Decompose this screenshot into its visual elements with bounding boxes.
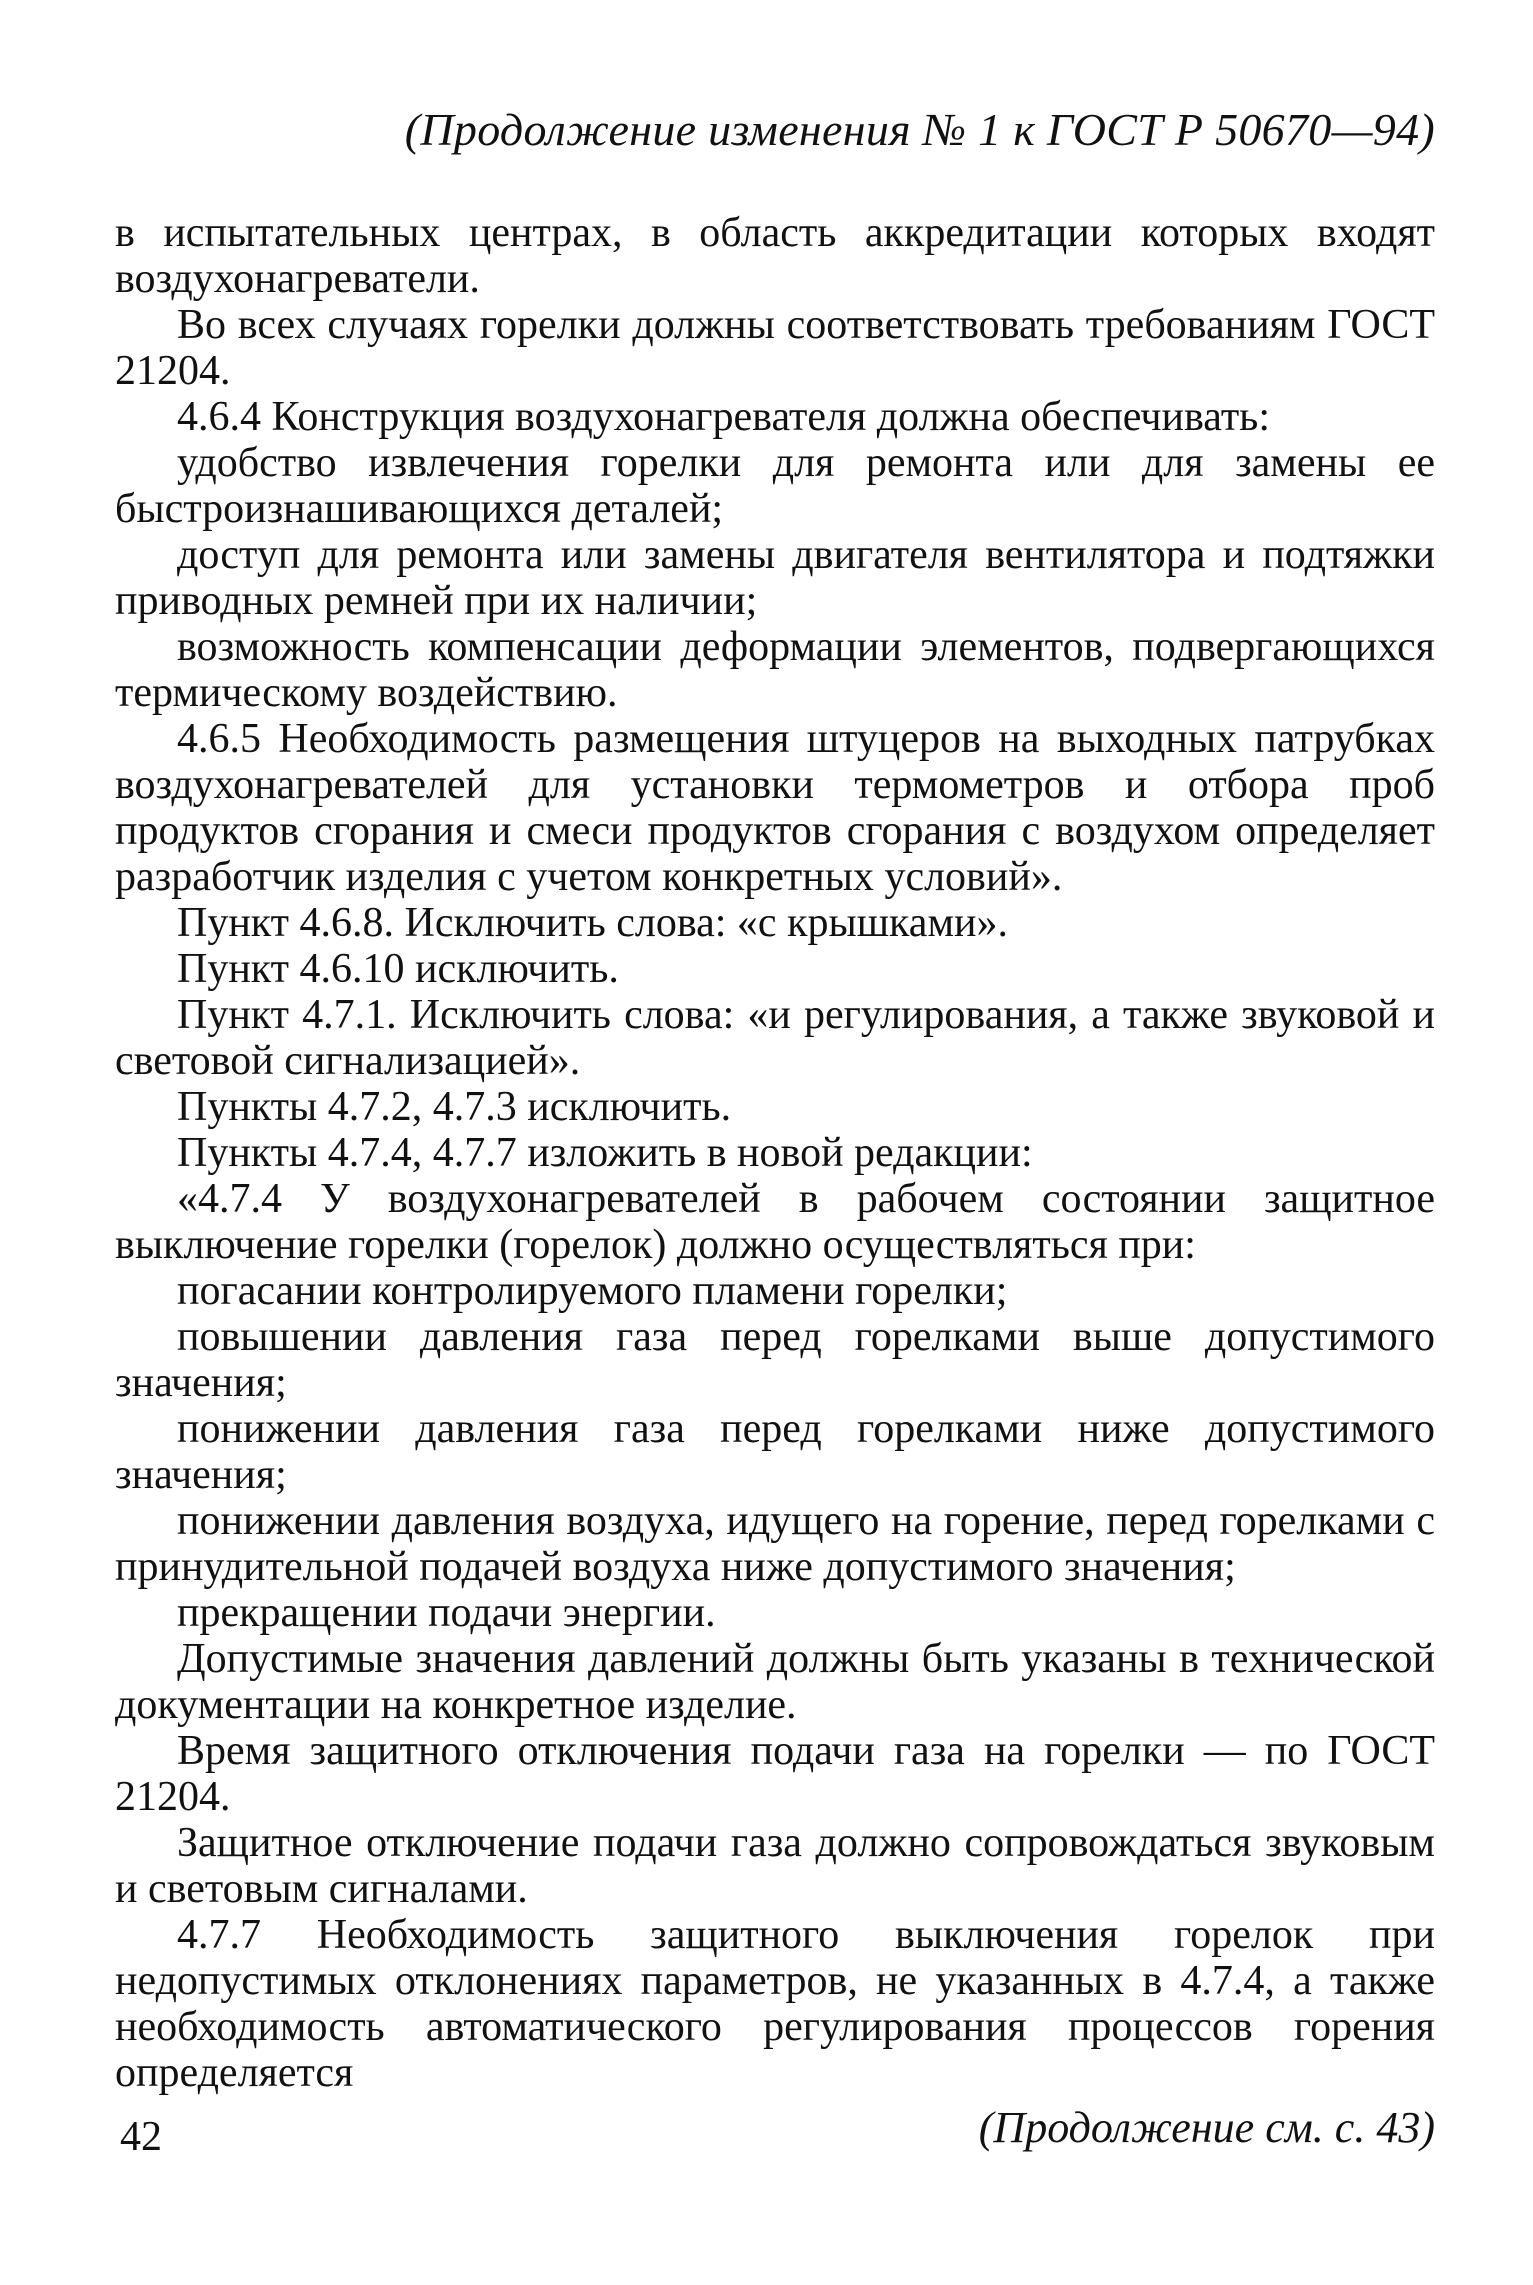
paragraph: возможность компенсации деформации элементов, подвергающихся термическому воздействию. (115, 624, 1435, 716)
paragraph: Пункт 4.7.1. Исключить слова: «и регулирования, а также звуковой и световой сигнализацией». (115, 992, 1435, 1084)
paragraph: Пункты 4.7.2, 4.7.3 исключить. (177, 1084, 732, 1130)
running-header: (Продолжение изменения № 1 к ГОСТ Р 50670—94) (404, 104, 1435, 155)
paragraph: Допустимые значения давлений должны быть указаны в технической документации на конкретное изделие. (115, 1636, 1435, 1728)
paragraph: удобство извлечения горелки для ремонта или для замены ее быстроизнашивающихся деталей; (115, 440, 1435, 532)
paragraph: в испытательных центрах, в область аккредитации которых входят воздухонагреватели. (115, 210, 1435, 302)
paragraph: Во всех случаях горелки должны соответствовать требованиям ГОСТ 21204. (115, 302, 1435, 394)
paragraph: Пункт 4.6.10 исключить. (177, 946, 619, 992)
paragraph: Пункт 4.6.8. Исключить слова: «с крышками». (177, 900, 1008, 946)
paragraph: погасании контролируемого пламени горелки; (177, 1268, 1008, 1314)
paragraph: 4.7.7 Необходимость защитного выключения горелок при недопустимых отклонениях параметров, не указанных в 4.7.4, а также необходимость автоматического регулирования процессов горения определяется (115, 1912, 1435, 2096)
paragraph: повышении давления газа перед горелками выше допустимого значения; (115, 1314, 1435, 1406)
paragraph: прекращении подачи энергии. (177, 1590, 716, 1636)
body-text (115, 210, 1435, 2096)
paragraph: Защитное отключение подачи газа должно сопровождаться звуковым и световым сигналами. (115, 1820, 1435, 1912)
page-number: 42 (120, 2114, 162, 2160)
paragraph: доступ для ремонта или замены двигателя вентилятора и подтяжки приводных ремней при их наличии; (115, 532, 1435, 624)
paragraph: понижении давления газа перед горелками ниже допустимого значения; (115, 1406, 1435, 1498)
document-page (115, 100, 1435, 2156)
paragraph: Время защитного отключения подачи газа на горелки — по ГОСТ 21204. (115, 1728, 1435, 1820)
paragraph: 4.6.5 Необходимость размещения штуцеров на выходных патрубках воздухонагревателей для установки термометров и отбора проб продуктов сгорания и смеси продуктов сгорания с воздухом определяет разработчик изделия с учетом конкретных условий». (115, 716, 1435, 900)
paragraph: 4.6.4 Конструкция воздухонагревателя должна обеспечивать: (177, 394, 1271, 440)
continuation-note: (Продолжение см. с. 43) (978, 2103, 1435, 2152)
paragraph: Пункты 4.7.4, 4.7.7 изложить в новой редакции: (177, 1130, 1033, 1176)
paragraph: понижении давления воздуха, идущего на горение, перед горелками с принудительной подачей воздуха ниже допустимого значения; (115, 1498, 1435, 1590)
paragraph: «4.7.4 У воздухонагревателей в рабочем состоянии защитное выключение горелки (горелок) должно осуществляться при: (115, 1176, 1435, 1268)
